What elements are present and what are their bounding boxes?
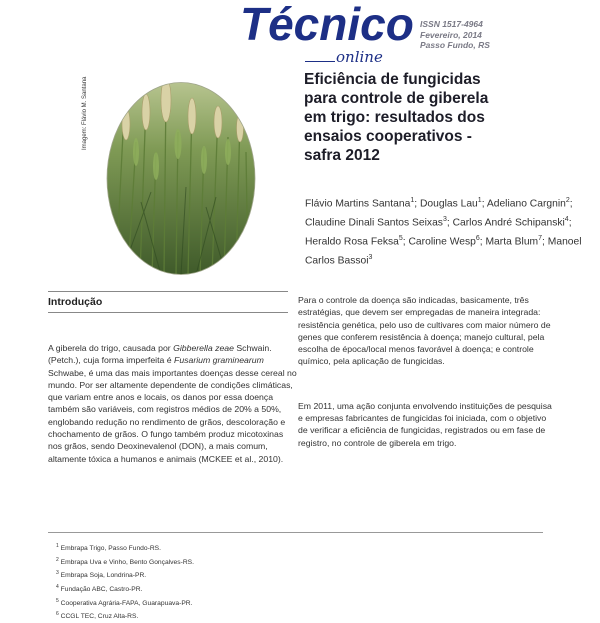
online-rule	[305, 61, 335, 62]
title-line: ensaios cooperativos -	[304, 128, 472, 145]
section-heading: Introdução	[48, 296, 103, 308]
author-affiliation-mark: 2	[565, 197, 570, 204]
title-line: em trigo: resultados dos	[304, 109, 485, 126]
author-affiliation-mark: 1	[477, 197, 482, 204]
author-affiliation-mark: 4	[564, 216, 569, 224]
issn-number: ISSN 1517-4964	[420, 19, 483, 29]
author-affiliation-mark: 3	[368, 254, 373, 262]
footnote-mark: 4	[56, 583, 59, 590]
author-affiliation-mark: 7	[538, 235, 543, 243]
body-paragraph	[48, 342, 298, 465]
footnotes	[56, 541, 194, 623]
body-column-right	[298, 294, 558, 481]
footnote-mark: 6	[56, 611, 59, 618]
footnote-text: Embrapa Trigo, Passo Fundo-RS.	[60, 545, 161, 553]
footnote-text: Fundação ABC, Castro-PR.	[60, 586, 143, 594]
publication-date: Fevereiro, 2014	[420, 29, 482, 40]
masthead-subtitle: online	[336, 48, 383, 66]
footnote-mark: 5	[56, 597, 59, 604]
body-text: Schwain. (Petch.), cuja forma imperfeita é	[48, 343, 272, 366]
footnote	[56, 541, 194, 555]
footnote-mark: 3	[56, 570, 59, 577]
photo-credit: Imagem: Flávio M. Santana	[82, 76, 88, 150]
footnote	[56, 609, 194, 623]
species-name: Gibberella zeae	[173, 343, 234, 353]
author-affiliation-mark: 6	[475, 235, 480, 243]
author-affiliation-mark: 5	[398, 235, 403, 243]
author-name: Caroline Wesp	[408, 236, 476, 248]
author-name: Adeliano Cargnin	[486, 198, 566, 210]
species-name: Fusarium graminearum	[174, 355, 264, 366]
body-text: A giberela do trigo, causada por	[48, 343, 174, 353]
author-name: Marta Blum	[485, 236, 539, 248]
author-affiliation-mark: 1	[410, 197, 415, 204]
footnote	[56, 582, 194, 596]
footnote-divider	[48, 532, 543, 533]
author-name: Carlos André Schipanski	[452, 217, 565, 229]
title-line: safra 2012	[304, 147, 380, 164]
footnote-mark: 1	[56, 543, 59, 549]
publication-info	[420, 19, 490, 51]
section-divider	[48, 291, 288, 292]
author-name: Douglas Lau	[419, 198, 478, 210]
author-name: Claudine Dinali Santos Seixas	[305, 217, 443, 229]
body-paragraph: Em 2011, uma ação conjunta envolvendo instituições de pesquisa e empresas fabricantes de fungicidas foi iniciada, com o objetivo de verificar a eficiência de fungicidas, registrados ou em fase de registro, no controle de giberela em trigo.	[298, 400, 552, 448]
section-divider	[48, 312, 288, 313]
footnote-text: Cooperativa Agrária-FAPA, Guarapuava-PR.	[60, 599, 193, 607]
footnote	[56, 568, 194, 582]
author-affiliation-mark: 3	[442, 216, 447, 224]
author-name: Manoel Carlos Bassoi	[305, 236, 582, 267]
body-column-left	[48, 342, 298, 465]
body-text: Schwabe, é uma das mais importantes doenças desse cereal no mundo. Por ser altamente dependente de condições climáticas, que variam entre anos e locais, os danos por essa doença também são variáveis, com registros médios de 20% a 50%, englobando redução no rendimento de grãos, descoloração e chochamento de grãos. O fungo também produz micotoxinas nos grãos, sendo Deoxinevalenol (DON), a mais comum, altamente tóxica a humanos e animais (MCKEE et al., 2010).	[48, 367, 297, 464]
masthead-title: Técnico	[240, 0, 414, 50]
publication-place: Passo Fundo, RS	[420, 40, 490, 50]
footnote-text: Embrapa Soja, Londrina-PR.	[60, 572, 147, 580]
footnote	[56, 596, 194, 610]
author-list: Flávio Martins Santana$^1$; Douglas Lau$^1$; Adeliano Cargnin$^2$; Claudine Dinali Santos Seixas$^3$; Carlos André Schipanski$^4$; Heraldo Rosa Feksa$^5$; Caroline Wesp$^6$; Marta Blum$^7$; Manoel Carlos Bassoi$^3$	[305, 197, 582, 267]
wheat-field-photo	[106, 82, 256, 275]
footnote-text: CCGL TEC, Cruz Alta-RS.	[60, 613, 139, 621]
footnote	[56, 555, 194, 569]
title-line: para controle de giberela	[304, 90, 489, 107]
title-line: Eficiência de fungicidas	[304, 71, 481, 88]
author-name: Flávio Martins Santana	[305, 198, 411, 210]
author-name: Heraldo Rosa Feksa	[305, 236, 399, 248]
article-title	[304, 70, 584, 165]
footnote-mark: 2	[56, 556, 59, 563]
footnote-text: Embrapa Uva e Vinho, Bento Gonçalves-RS.	[60, 558, 194, 566]
body-paragraph: Para o controle da doença são indicadas, basicamente, três estratégias, que devem ser empregadas de maneira integrada: resistência genética, pelo uso de cultivares com maior número de genes que conferem resistência à doença; manejo cultural, pela escolha de época/local menos favorável à doença; e controle químico, pela aplicação de fungicidas.	[298, 295, 551, 367]
